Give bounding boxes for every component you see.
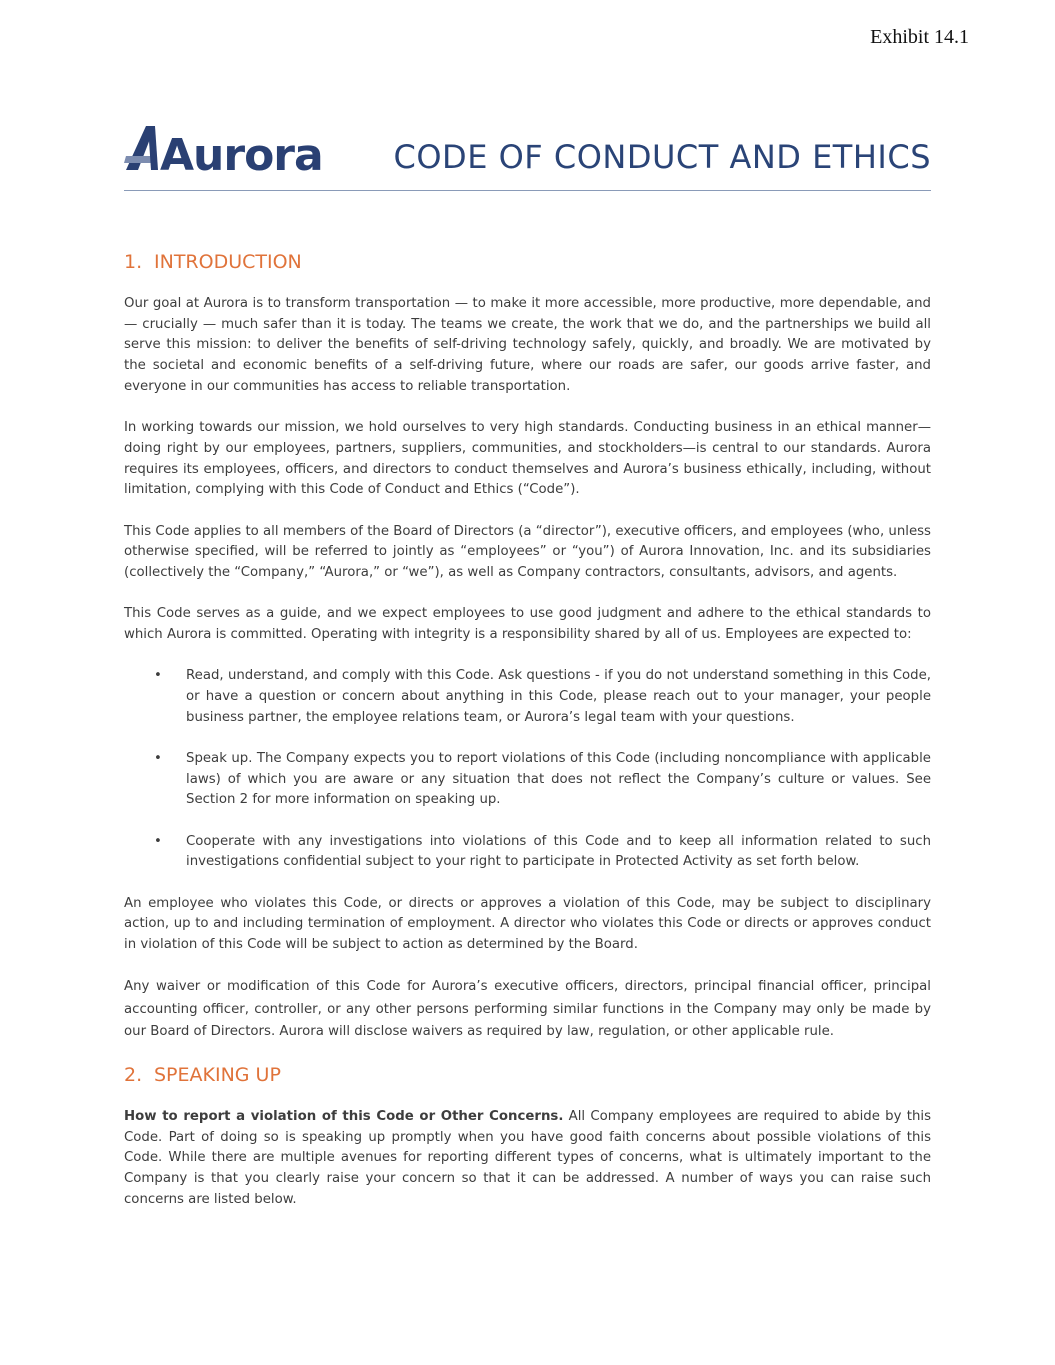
list-item-text: Speak up. The Company expects you to report violations of this Code (including noncompliance with applicable laws) of which you are aware or any situation that does not reflect the Company’s culture or values. See Section 2 for more information on speaking up. [186,750,931,808]
paragraph: Any waiver or modification of this Code for Aurora’s executive officers, directors, principal financial officer, principal accounting officer, controller, or any other persons performing similar functions in the Company may only be made by our Board of Directors. Aurora will disclose waivers as required by law, regulation, or other applicable rule. [124,979,931,1039]
paragraph: Our goal at Aurora is to transform transportation — to make it more accessible, more productive, more dependable, and — crucially — much safer than it is today. The teams we create, the work that we do, and the partnerships we build all serve this mission: to deliver the benefits of self-driving technology safely, quickly, and broadly. We are motivated by the societal and economic benefits of a self-driving future, where our roads are safer, our goods arrive faster, and everyone in our communities has access to reliable transportation. [124,296,931,394]
bullet-icon: • [154,750,162,766]
paragraph-text: All Company employees are required to abide by this Code. Part of doing so is speaking up promptly when you have good faith concerns about possible violations of this Code. While there are multiple avenues for reporting different types of concerns, what is ultimately important to the Company is that you clearly raise your concern so that it can be addressed. A number of ways you can raise such concerns are listed below. [124,1108,931,1207]
section-heading-introduction [124,248,931,276]
section-number: 2. [124,1063,143,1086]
bullet-icon: • [154,833,162,849]
paragraph: An employee who violates this Code, or directs or approves a violation of this Code, may be subject to disciplinary action, up to and including termination of employment. A director who violates this Code or directs or approves conduct in violation of this Code will be subject to action as determined by the Board. [124,895,931,953]
section-title: INTRODUCTION [154,251,302,273]
exhibit-label: Exhibit 14.1 [870,26,969,48]
section-heading-speaking-up [124,1061,931,1089]
document-header [124,118,931,191]
section-title: SPEAKING UP [154,1063,281,1086]
paragraph: This Code serves as a guide, and we expect employees to use good judgment and adhere to the ethical standards to which Aurora is committed. Operating with integrity is a responsibility shared by all of us. Employees are expected to: [124,606,931,642]
paragraph: In working towards our mission, we hold ourselves to very high standards. Conducting business in an ethical manner—doing right by our employees, partners, suppliers, communities, and stockholders—is central to our standards. Aurora requires its employees, officers, and directors to conduct themselves and Aurora’s business ethically, including, without limitation, complying with this Code of Conduct and Ethics (“Code”). [124,420,931,498]
aurora-logo [124,122,323,181]
section-number: 1. [124,251,143,273]
logo-wordmark: Aurora [160,130,323,181]
document-body [124,248,931,1210]
list-item [124,749,931,811]
page-title: CODE OF CONDUCT AND ETHICS [393,138,931,176]
list-item-text: Read, understand, and comply with this Code. Ask questions - if you do not understand something in this Code, or have a question or concern about anything in this Code, please reach out to your manager, your people business partner, the employee relations team, or Aurora’s legal team with your questions. [186,668,931,725]
list-item-text: Cooperate with any investigations into violations of this Code and to keep all information related to such investigations confidential subject to your right to participate in Protected Activity as set forth below. [186,833,931,870]
list-item [124,832,931,873]
paragraph-lead: How to report a violation of this Code or Other Concerns. [124,1108,564,1124]
list-item [124,666,931,728]
expectations-list [124,666,931,873]
paragraph [124,1107,931,1211]
paragraph: This Code applies to all members of the Board of Directors (a “director”), executive officers, and employees (who, unless otherwise specified, will be referred to jointly as “employees” or “you”) of Aurora Innovation, Inc. and its subsidiaries (collectively the “Company,” “Aurora,” or “we”), as well as Company contractors, consultants, advisors, and agents. [124,523,931,580]
bullet-icon: • [154,668,162,684]
